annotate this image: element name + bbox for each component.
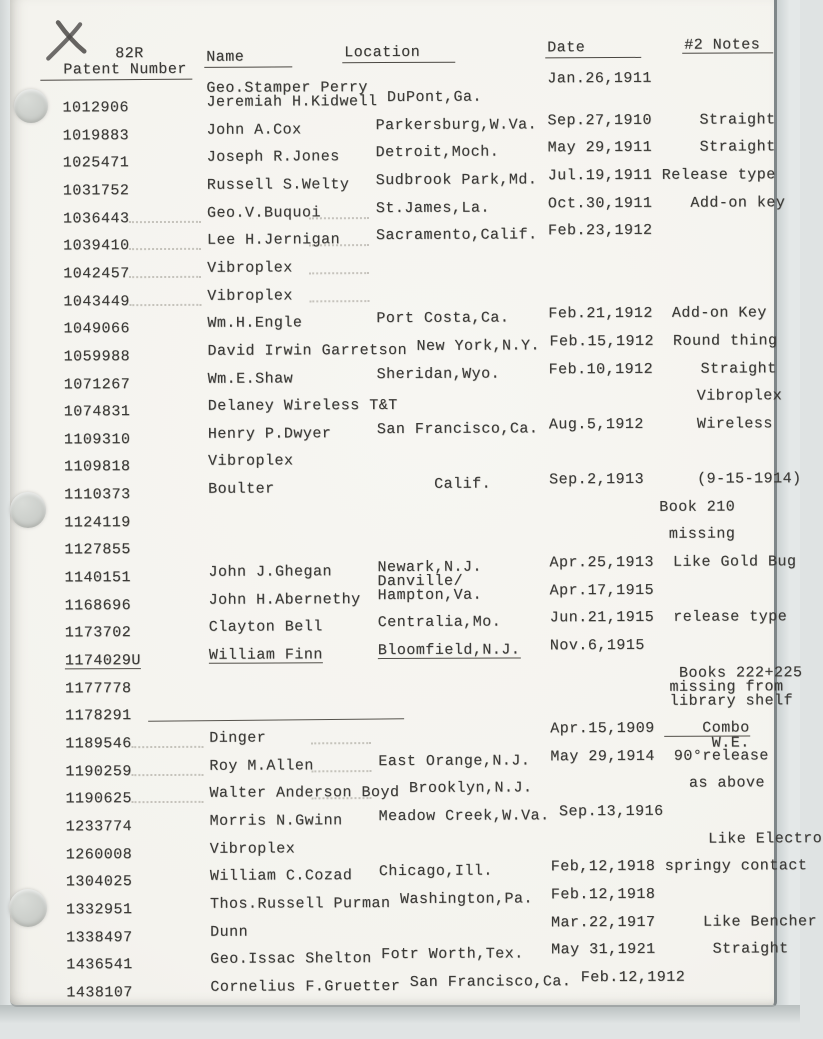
location-line: San Francisco,Ca. <box>409 973 572 991</box>
patent-number: 1059988 <box>63 347 131 366</box>
note-cell <box>664 912 818 931</box>
dash-trail <box>129 220 201 222</box>
patent-number: 1025471 <box>62 154 130 172</box>
note-line: missing <box>659 525 736 544</box>
location-cell <box>378 751 531 770</box>
date-cell: Apr.25,1913 <box>549 553 655 572</box>
date-cell: Feb.23,1912 <box>547 222 653 240</box>
dash-trail <box>311 797 371 799</box>
patent-number: 1127855 <box>64 541 131 559</box>
dash-trail <box>311 770 371 772</box>
name-line: Thos.Russell Purman <box>209 894 391 913</box>
name-line: John H.Abernethy <box>208 590 361 609</box>
name-cell <box>208 427 332 442</box>
location-line: Sudbrook Park,Md. <box>375 171 538 190</box>
scan-background-left <box>0 0 10 1039</box>
header-underline <box>40 79 192 81</box>
patent-number: 1174029U <box>64 652 141 670</box>
column-header-location: Location <box>344 43 421 62</box>
dash-trail <box>129 276 201 278</box>
name-cell <box>207 369 294 388</box>
date-cell: Jun.21,1915 <box>549 609 655 627</box>
name-line: Dinger <box>209 729 267 747</box>
patent-number: 1019883 <box>62 126 130 145</box>
note-line: (9-15-1914) <box>659 470 802 488</box>
name-cell <box>207 341 408 360</box>
location-cell <box>378 574 483 602</box>
location-cell <box>379 809 550 824</box>
hole-punch-top <box>14 89 48 123</box>
dash-trail <box>131 801 203 803</box>
patent-number: 1260008 <box>65 845 133 863</box>
note-line: Release type <box>661 166 776 184</box>
name-line: Dunn <box>210 923 249 941</box>
dash-trail <box>309 217 369 219</box>
name-line: Vibroplex <box>207 452 294 471</box>
name-line: Vibroplex <box>207 286 293 305</box>
note-cell <box>663 555 796 570</box>
note-cell <box>665 942 789 957</box>
name-cell <box>208 618 323 637</box>
patent-number: 1036443 <box>62 209 130 228</box>
name-cell <box>206 148 340 167</box>
location-cell <box>377 613 502 632</box>
patent-number: 1074831 <box>63 403 131 421</box>
name-cell <box>208 565 332 580</box>
note-line: 90°release <box>664 746 769 765</box>
location-line: Calif. <box>377 475 492 494</box>
page-content <box>10 0 823 1007</box>
name-line: Vibroplex <box>207 259 293 277</box>
date-cell: Feb.15,1912 <box>549 332 655 351</box>
typed-rule <box>148 719 404 722</box>
note-line: Add-on Key <box>662 304 767 323</box>
header-underline <box>682 52 773 53</box>
location-cell <box>377 475 492 494</box>
note-line: Book 210 <box>659 498 736 516</box>
note-cell <box>659 500 735 514</box>
patent-number: 1109818 <box>63 458 131 476</box>
date-cell: May 31,1921 <box>551 940 656 959</box>
patent-number: 1436541 <box>66 956 133 974</box>
note-line: W.E. <box>664 734 750 752</box>
date-cell: Apr.17,1915 <box>549 581 655 600</box>
location-cell <box>376 118 538 133</box>
name-line: David Irwin Garretson <box>207 341 408 360</box>
table-row <box>14 885 778 931</box>
date-cell: Aug.5,1912 <box>548 415 644 434</box>
note-line: Combo <box>664 719 750 737</box>
note-line: Add-on key <box>661 193 786 212</box>
location-cell <box>378 862 493 881</box>
patent-number: 1071267 <box>63 375 131 393</box>
patent-number: 1043449 <box>63 292 130 310</box>
note-line: library shelf <box>660 691 794 710</box>
location-line: Brooklyn,N.J. <box>408 779 533 798</box>
page-code: 82R <box>115 45 144 63</box>
name-cell <box>209 756 314 775</box>
note-cell <box>659 525 736 544</box>
location-line: Detroit,Moch. <box>375 143 500 162</box>
note-line: Straight <box>662 359 777 378</box>
location-line: Hampton,Va. <box>377 586 483 604</box>
note-cell <box>662 359 777 378</box>
header-underline <box>342 62 455 63</box>
patent-number: 1110373 <box>64 486 131 504</box>
note-cell <box>659 389 783 404</box>
note-line: release type <box>663 608 788 627</box>
note-cell <box>660 774 765 793</box>
location-line: New York,N.Y. <box>416 337 541 355</box>
name-cell <box>209 731 266 745</box>
dash-trail <box>311 742 371 744</box>
name-line: Geo.Stamper Perry <box>206 79 368 97</box>
name-cell <box>207 178 350 193</box>
document-page <box>10 0 823 1007</box>
location-cell <box>376 173 538 188</box>
hole-punch-middle <box>10 492 46 528</box>
name-line: John A.Cox <box>206 121 302 139</box>
header-underline <box>545 57 641 58</box>
name-line: Roy M.Allen <box>209 756 314 775</box>
name-line: Geo.V.Buquoi <box>206 203 321 222</box>
name-line: Geo.Issac Shelton <box>210 950 372 968</box>
date-cell: Feb.10,1912 <box>548 360 654 378</box>
name-cell <box>209 839 296 858</box>
location-line: Chicago,Ill. <box>378 862 493 881</box>
note-line: as above <box>660 774 765 793</box>
note-line: springy contact <box>664 857 808 876</box>
name-line: Delaney Wireless T&T <box>207 397 398 415</box>
patent-number: 1049066 <box>63 320 130 338</box>
location-cell <box>386 88 482 107</box>
date-cell: Mar.22,1917 <box>550 913 656 931</box>
location-line: Washington,Pa. <box>399 890 533 908</box>
name-line: Walter Anderson Boyd <box>209 784 400 803</box>
table-row <box>11 222 775 268</box>
name-cell <box>210 869 353 884</box>
note-cell <box>664 721 750 750</box>
location-line: Newark,N.J. <box>377 558 483 577</box>
note-cell <box>661 138 776 157</box>
location-line: Fotr Worth,Tex. <box>381 945 524 964</box>
column-header-patent-number: Patent Number <box>63 60 187 79</box>
note-cell <box>661 110 776 129</box>
location-cell <box>376 309 510 328</box>
date-cell: Jul.19,1911 <box>547 166 653 185</box>
name-cell <box>206 81 377 110</box>
location-cell <box>408 779 533 798</box>
date-cell: May 29,1911 <box>547 139 653 157</box>
name-line: Wm.E.Shaw <box>207 369 294 388</box>
note-cell <box>661 193 786 212</box>
name-line: Jeremiah H.Kidwell <box>206 93 378 111</box>
note-cell <box>665 859 808 874</box>
date-cell: May 29,1914 <box>550 747 655 765</box>
name-line: William C.Cozad <box>209 867 353 885</box>
date-cell: Oct.30,1911 <box>547 194 653 212</box>
date-cell: Sep.27,1910 <box>547 111 653 129</box>
name-cell <box>210 925 248 939</box>
column-header-date: Date <box>547 39 586 57</box>
name-line: Cornelius F.Gruetter <box>210 977 401 996</box>
patent-number: 1173702 <box>64 624 132 642</box>
location-cell <box>377 367 501 382</box>
name-line: William Finn <box>208 646 323 664</box>
location-line: Sacramento,Calif. <box>375 226 538 245</box>
note-cell <box>662 304 767 323</box>
date-cell: Apr.15,1909 <box>550 719 655 738</box>
name-line: Clayton Bell <box>208 618 323 637</box>
date-cell: Feb,12,1918 <box>550 858 656 876</box>
name-line: Vibroplex <box>209 839 296 858</box>
note-cell <box>663 334 777 348</box>
patent-number: 1438107 <box>66 983 133 1002</box>
location-line: Danville/ <box>377 572 464 590</box>
dash-trail <box>309 272 369 274</box>
name-line: Russell S.Welty <box>206 176 350 194</box>
patent-number: 1332951 <box>65 900 133 919</box>
location-cell <box>381 945 524 964</box>
location-cell <box>400 892 533 907</box>
patent-number: 1168696 <box>64 596 132 615</box>
location-cell <box>377 422 539 437</box>
header-underline <box>204 66 292 67</box>
name-line: Lee H.Jernigan <box>207 231 341 250</box>
patent-number: 1190259 <box>65 762 132 781</box>
location-cell <box>378 643 521 659</box>
date-cell: Sep.13,1916 <box>559 802 664 821</box>
name-cell <box>207 314 303 332</box>
name-cell <box>210 814 343 829</box>
location-line: Port Costa,Ca. <box>376 309 510 328</box>
patent-number: 1039410 <box>63 237 130 255</box>
table-row <box>13 663 803 710</box>
patent-number: 1031752 <box>62 182 130 200</box>
name-cell <box>206 203 321 222</box>
hole-punch-bottom <box>9 889 47 927</box>
patent-number: 1189546 <box>65 735 132 753</box>
note-line: Straight <box>665 940 789 958</box>
name-cell <box>209 894 391 913</box>
patent-number: 1178291 <box>65 707 132 725</box>
patent-number: 1304025 <box>65 873 133 891</box>
name-line: Joseph R.Jones <box>206 148 340 167</box>
patent-number: 1177778 <box>64 679 132 698</box>
dash-trail <box>309 300 369 302</box>
patent-number: 1042457 <box>63 265 130 283</box>
location-line: DuPont,Ga. <box>386 88 482 107</box>
note-line: Round thing <box>663 332 778 350</box>
dash-trail <box>129 303 201 305</box>
table-row <box>14 968 778 1014</box>
patent-number: 1109310 <box>63 430 131 449</box>
patent-number: 1140151 <box>64 569 132 587</box>
name-line: Wm.H.Engle <box>207 314 303 332</box>
dash-trail <box>131 746 203 748</box>
location-line: East Orange,N.J. <box>378 751 531 770</box>
patent-number: 1190625 <box>65 790 133 808</box>
date-cell: Feb.12,1912 <box>580 968 686 986</box>
name-cell <box>208 399 398 414</box>
note-line: Straight <box>661 138 776 157</box>
note-line: Like Bencher <box>664 912 818 931</box>
date-cell: Nov.6,1915 <box>549 636 645 655</box>
column-header-name: Name <box>206 48 245 66</box>
location-line: St.James,La. <box>375 199 490 217</box>
location-cell <box>416 339 540 354</box>
name-cell <box>208 480 275 498</box>
location-cell <box>410 975 572 990</box>
name-cell <box>207 261 293 275</box>
patent-number: 1338497 <box>66 928 133 946</box>
note-line: Books 222+225 <box>659 663 803 682</box>
location-line: Meadow Creek,W.Va. <box>378 807 550 825</box>
name-cell <box>209 648 323 663</box>
location-line: Bloomfield,N.J. <box>377 641 521 660</box>
note-line: Like Gold Bug <box>663 553 797 571</box>
note-line: missing from <box>659 677 784 696</box>
note-cell <box>660 829 823 848</box>
name-cell <box>207 286 293 305</box>
dash-trail <box>129 248 201 250</box>
name-cell <box>207 452 294 471</box>
name-line: Henry P.Dwyer <box>207 425 332 443</box>
note-cell <box>663 608 788 627</box>
handwritten-x-mark-icon <box>38 13 92 65</box>
column-header-notes: #2 Notes <box>684 36 761 54</box>
name-cell <box>210 977 401 996</box>
name-cell <box>207 123 302 137</box>
name-cell <box>210 952 372 967</box>
location-cell <box>375 226 538 245</box>
location-cell <box>375 143 500 162</box>
note-cell <box>662 168 776 182</box>
patent-number: 1233774 <box>65 818 133 836</box>
location-line: Sheridan,Wyo. <box>376 365 501 383</box>
note-line: Wireless <box>658 415 773 433</box>
date-cell: Jan.26,1911 <box>547 69 652 88</box>
note-cell <box>659 472 802 487</box>
date-cell: Sep.2,1913 <box>549 470 645 489</box>
table-row <box>13 707 777 738</box>
name-line: Boulter <box>208 480 275 498</box>
location-line: Centralia,Mo. <box>377 613 502 632</box>
note-line: Vibroplex <box>658 387 783 405</box>
scan-background-right <box>774 0 800 1039</box>
location-line: San Francisco,Ca. <box>376 420 539 438</box>
table-row <box>14 857 808 904</box>
dash-trail <box>131 773 203 775</box>
note-line: Straight <box>661 110 776 129</box>
name-line: John J.Ghegan <box>208 563 333 581</box>
dash-trail <box>309 244 369 246</box>
table-row <box>12 415 776 461</box>
table-row <box>11 259 775 295</box>
patent-number: 1124119 <box>64 513 131 532</box>
name-line: Morris N.Gwinn <box>209 812 343 830</box>
name-cell <box>208 590 361 609</box>
note-cell <box>659 663 803 710</box>
location-cell <box>376 201 490 215</box>
location-line: Parkersburg,W.Va. <box>375 116 538 134</box>
note-line: Like Electro <box>660 829 823 848</box>
patent-number: 1012906 <box>62 99 130 117</box>
note-cell <box>664 746 769 765</box>
note-cell <box>659 417 773 431</box>
date-cell: Feb.21,1912 <box>548 305 653 323</box>
date-cell: Feb.12,1918 <box>550 885 656 904</box>
